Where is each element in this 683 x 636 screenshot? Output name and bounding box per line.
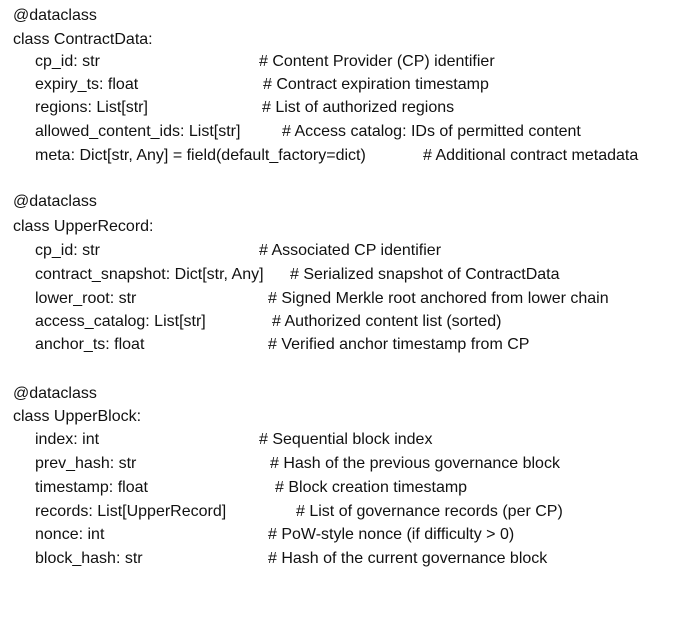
class-definition-line (0, 29, 683, 51)
field-comment: # PoW-style nonce (if difficulty > 0) (268, 526, 515, 543)
field-comment: # Sequential block index (259, 431, 433, 448)
field-line (0, 264, 683, 286)
decorator-line (0, 191, 683, 213)
field-comment: # Serialized snapshot of ContractData (290, 266, 560, 283)
decorator-text: @dataclass (13, 385, 97, 402)
field-declaration: index: int (35, 431, 100, 448)
field-declaration: nonce: int (35, 526, 105, 543)
field-comment: # Access catalog: IDs of permitted content (282, 123, 581, 140)
field-comment: # Content Provider (CP) identifier (259, 53, 495, 70)
field-line (0, 311, 683, 333)
field-declaration: timestamp: float (35, 479, 148, 496)
field-comment: # Authorized content list (sorted) (272, 313, 502, 330)
field-declaration: records: List[UpperRecord] (35, 503, 227, 520)
field-line (0, 74, 683, 96)
field-line (0, 240, 683, 262)
field-line (0, 97, 683, 119)
field-comment: # Contract expiration timestamp (263, 76, 489, 93)
field-declaration: expiry_ts: float (35, 76, 139, 93)
field-comment: # Signed Merkle root anchored from lower chain (268, 290, 609, 307)
field-line (0, 453, 683, 475)
field-declaration: lower_root: str (35, 290, 137, 307)
field-line (0, 288, 683, 310)
field-comment: # Additional contract metadata (423, 147, 639, 164)
field-declaration: regions: List[str] (35, 99, 148, 116)
field-line (0, 145, 683, 167)
field-line (0, 477, 683, 499)
field-comment: # Hash of the current governance block (268, 550, 548, 567)
field-comment: # List of authorized regions (262, 99, 455, 116)
field-declaration: anchor_ts: float (35, 336, 145, 353)
field-line (0, 501, 683, 523)
field-comment: # Block creation timestamp (275, 479, 468, 496)
field-declaration: prev_hash: str (35, 455, 137, 472)
field-line (0, 429, 683, 451)
field-comment: # List of governance records (per CP) (296, 503, 563, 520)
field-declaration: access_catalog: List[str] (35, 313, 206, 330)
field-line (0, 548, 683, 570)
field-declaration: block_hash: str (35, 550, 143, 567)
field-declaration: allowed_content_ids: List[str] (35, 123, 241, 140)
class-definition-text: class ContractData: (13, 31, 153, 48)
field-line (0, 121, 683, 143)
decorator-text: @dataclass (13, 7, 97, 24)
decorator-line (0, 383, 683, 405)
field-declaration: cp_id: str (35, 53, 100, 70)
field-declaration: meta: Dict[str, Any] = field(default_factory=dict) (35, 147, 366, 164)
field-declaration: cp_id: str (35, 242, 100, 259)
field-line (0, 334, 683, 356)
decorator-line (0, 5, 683, 27)
field-comment: # Associated CP identifier (259, 242, 442, 259)
decorator-text: @dataclass (13, 193, 97, 210)
class-definition-line (0, 216, 683, 238)
field-line (0, 524, 683, 546)
class-definition-text: class UpperRecord: (13, 218, 154, 235)
field-declaration: contract_snapshot: Dict[str, Any] (35, 266, 264, 283)
field-comment: # Hash of the previous governance block (270, 455, 560, 472)
field-line (0, 51, 683, 73)
field-comment: # Verified anchor timestamp from CP (268, 336, 530, 353)
class-definition-text: class UpperBlock: (13, 408, 142, 425)
class-definition-line (0, 406, 683, 428)
